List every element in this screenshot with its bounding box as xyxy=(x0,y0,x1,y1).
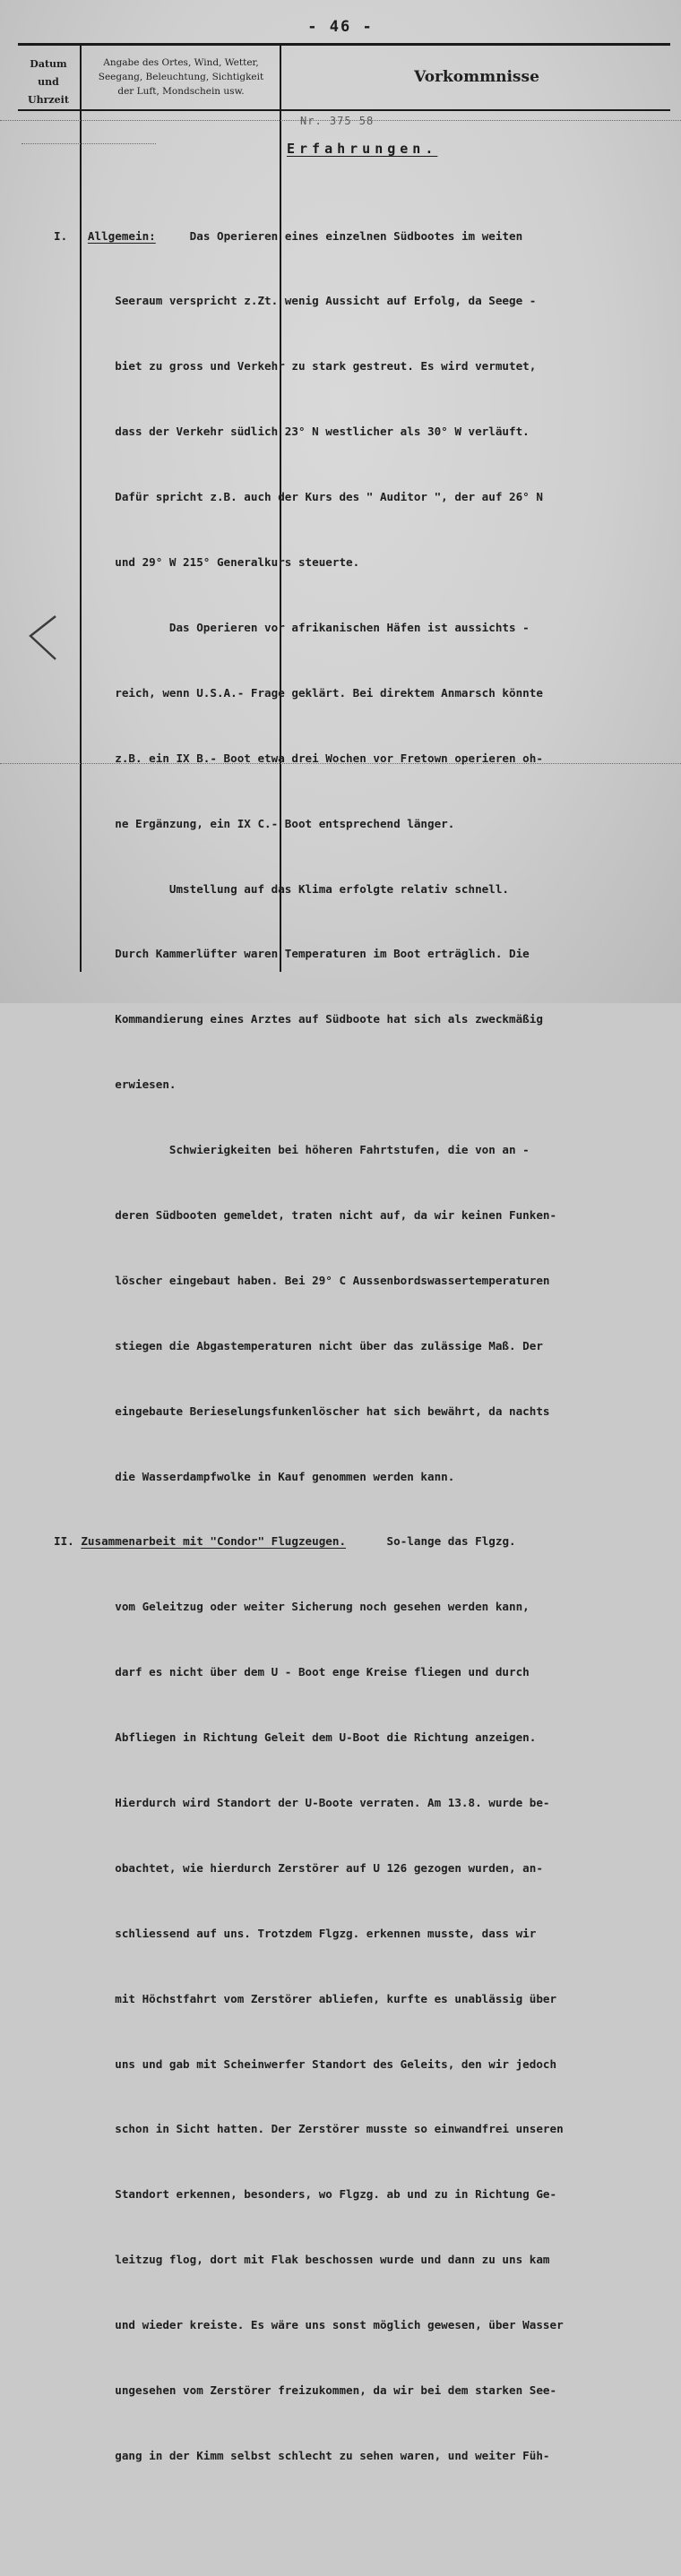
text-line: Standort erkennen, besonders, wo Flgzg. ab und zu in Richtung Ge- xyxy=(54,2187,557,2202)
text-line: löscher eingebaut haben. Bei 29° C Aussenbordswassertemperaturen xyxy=(54,1273,550,1287)
text-line: schon in Sicht hatten. Der Zerstörer musste so einwandfrei unseren xyxy=(54,2122,564,2136)
text-line: dass der Verkehr südlich 23° N westlicher als 30° W verläuft. xyxy=(54,425,530,439)
column-header-datum xyxy=(20,56,77,109)
text-line: darf es nicht über dem U - Boot enge Kreise fliegen und durch xyxy=(54,1665,530,1679)
text-line: Umstellung auf das Klima erfolgte relativ schnell. xyxy=(54,881,509,896)
column-header-angabe xyxy=(82,56,280,99)
column-header-angabe-line3: der Luft, Mondschein usw. xyxy=(117,86,245,97)
text-line: und 29° W 215° Generalkurs steuerte. xyxy=(54,555,360,570)
text-line: eingebaute Berieselungsfunkenlöscher hat sich bewährt, da nachts xyxy=(54,1404,550,1418)
section-heading: Zusammenarbeit mit "Condor" Flugzeugen. xyxy=(81,1534,347,1549)
text-line: ungesehen vom Zerstörer freizukommen, da wir bei dem starken See- xyxy=(54,2383,557,2397)
body-text xyxy=(54,182,674,2576)
section-number: II. xyxy=(54,1534,74,1549)
text-line xyxy=(54,2511,674,2532)
text-line: stiegen die Abgastemperaturen nicht über das zulässige Maß. Der xyxy=(54,1338,543,1352)
text-line: die Wasserdampfwolke in Kauf genommen werden kann. xyxy=(54,1469,455,1483)
text-line: Kommandierung eines Arztes auf Südboote hat sich als zweckmäßig xyxy=(54,1012,543,1026)
column-header-datum-line1: Datum xyxy=(30,58,67,70)
text-line: z.B. ein IX B.- Boot etwa drei Wochen vor Fretown operieren oh- xyxy=(54,751,543,765)
text-line: gang in der Kimm selbst schlecht zu sehen waren, und weiter Füh- xyxy=(54,2448,550,2462)
column-header-datum-line3: Uhrzeit xyxy=(28,94,69,106)
text-line: Abfliegen in Richtung Geleit dem U-Boot die Richtung anzeigen. xyxy=(54,1730,537,1745)
text-line: ne Ergänzung, ein IX C.- Boot entsprechend länger. xyxy=(54,816,455,830)
text-line: obachtet, wie hierdurch Zerstörer auf U 126 gezogen wurden, an- xyxy=(54,1860,543,1875)
section-heading: Allgemein: xyxy=(87,228,156,243)
text-run: Das Operieren eines einzelnen Südbootes im weiten xyxy=(189,228,523,243)
text-line: deren Südbooten gemeldet, traten nicht auf, da wir keinen Funken- xyxy=(54,1207,557,1222)
column-header-datum-line2: und xyxy=(38,76,59,88)
text-line: Durch Kammerlüfter waren Temperaturen im Boot erträglich. Die xyxy=(54,947,530,961)
text-line: Hierdurch wird Standort der U-Boote verraten. Am 13.8. wurde be- xyxy=(54,1795,550,1809)
text-line: reich, wenn U.S.A.- Frage geklärt. Bei direktem Anmarsch könnte xyxy=(54,685,543,700)
text-line xyxy=(54,1531,674,1552)
text-line: leitzug flog, dort mit Flak beschossen wurde und dann zu uns kam xyxy=(54,2253,550,2267)
text-line: biet zu gross und Verkehr zu stark gestreut. Es wird vermutet, xyxy=(54,359,537,374)
section-title: Erfahrungen. xyxy=(287,141,438,157)
page-number: - 46 - xyxy=(307,18,374,36)
text-line: Dafür spricht z.B. auch der Kurs des " Auditor ", der auf 26° N xyxy=(54,490,543,504)
column-header-vorkommnisse: Vorkommnisse xyxy=(414,68,539,86)
section-number: I. xyxy=(54,228,68,243)
column-header-angabe-line1: Angabe des Ortes, Wind, Wetter, xyxy=(103,57,259,68)
text-line: Schwierigkeiten bei höheren Fahrtstufen, die von an - xyxy=(54,1143,530,1157)
text-line: Seeraum verspricht z.Zt. wenig Aussicht auf Erfolg, da Seege - xyxy=(54,294,537,308)
header-bottom-rule xyxy=(18,109,670,111)
text-line: mit Höchstfahrt vom Zerstörer abliefen, kurfte es unablässig über xyxy=(54,1991,557,2005)
text-line: vom Geleitzug oder weiter Sicherung noch gesehen werden kann, xyxy=(54,1600,530,1614)
stamp-mark: Nr. 375 58 xyxy=(300,115,375,127)
text-line xyxy=(54,226,674,247)
text-line: uns und gab mit Scheinwerfer Standort des Geleits, den wir jedoch xyxy=(54,2057,557,2071)
header-top-rule xyxy=(18,43,670,46)
text-line: schliessend auf uns. Trotzdem Flgzg. erkennen musste, dass wir xyxy=(54,1926,537,1940)
text-line: und wieder kreiste. Es wäre uns sonst möglich gewesen, über Wasser xyxy=(54,2318,564,2332)
text-line: erwiesen. xyxy=(54,1078,177,1092)
margin-bracket-mark xyxy=(25,614,57,661)
text-line: Das Operieren vor afrikanischen Häfen ist aussichts - xyxy=(54,620,530,634)
text-run: So-lange das Flgzg. xyxy=(386,1534,516,1549)
column-header-angabe-line2: Seegang, Beleuchtung, Sichtigkeit xyxy=(98,72,264,82)
dotted-guide-line xyxy=(22,143,156,144)
